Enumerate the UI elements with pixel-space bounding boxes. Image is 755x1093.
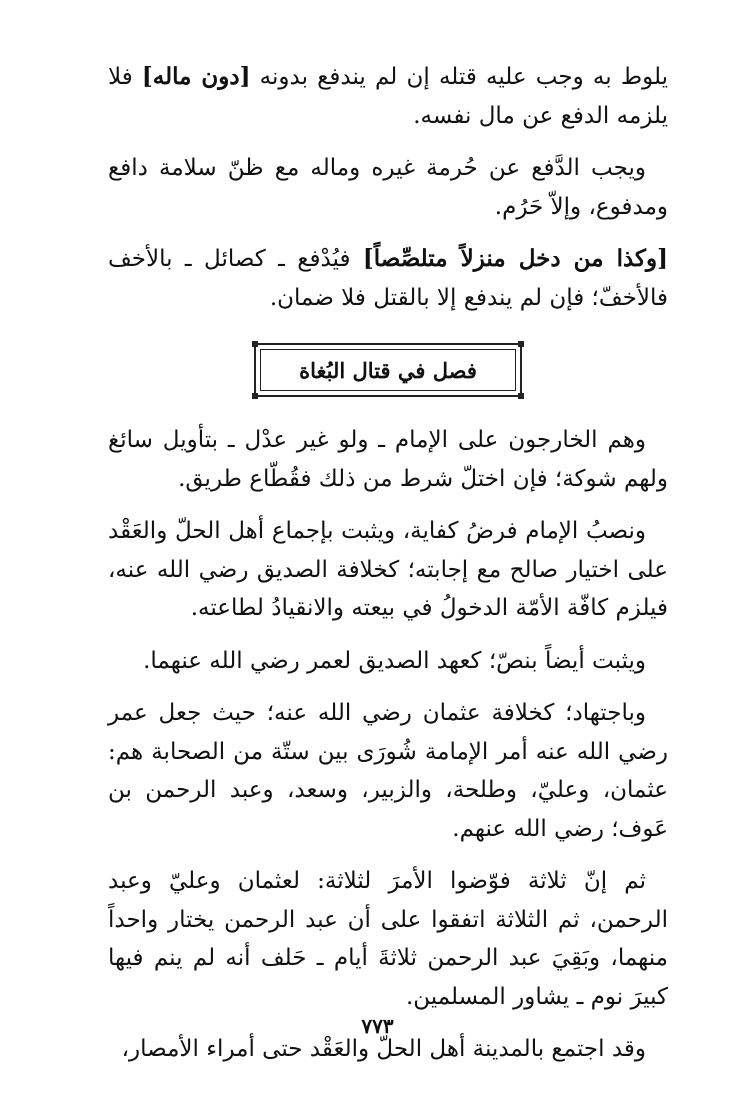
- paragraph-3-text-b: فيُدْفع ـ كصائل ـ بالأخف فالأخفّ؛ فإن لم يندفع إلا بالقتل فلا ضمان.: [108, 246, 668, 311]
- paragraph-1-bold-text: [دون ماله]: [141, 63, 251, 90]
- paragraph-6: ويثبت أيضاً بنصّ؛ كعهد الصديق لعمر رضي الله عنهما.: [143, 647, 646, 674]
- paragraph-3-bold-text: [وكذا من دخل منزلاً متلصِّصاً]: [362, 245, 668, 272]
- section-title: فصل في قتال البُغاة: [299, 357, 477, 383]
- paragraph-4: وهم الخارجون على الإمام ـ ولو غير عدْل ـ بتأويل سائغ ولهم شوكة؛ فإن اختلّ شرط من ذلك فقُطّاع طريق.: [108, 427, 668, 492]
- paragraph-3: [108, 240, 668, 317]
- page-number: ٧٧٣: [361, 1014, 394, 1038]
- section-heading-box: [254, 343, 522, 397]
- paragraph-2: ويجب الدَّفع عن حُرمة غيره وماله مع ظنّ سلامة دافع ومدفوع، وإلاّ حَرُم.: [108, 155, 668, 220]
- frame-corner-ornament: [518, 393, 524, 399]
- paragraph-1: [108, 58, 668, 135]
- paragraph-5: ونصبُ الإمام فرضُ كفاية، ويثبت بإجماع أهل الحلّ والعَقْد على اختيار صالح مع إجابته؛ كخلافة الصديق رضي الله عنه، فيلزم كافّة الأمّة الدخولُ في بيعته والانقيادُ لطاعته.: [108, 518, 668, 621]
- paragraph-1-text-b: فلا يلزمه الدفع عن مال نفسه.: [108, 64, 668, 129]
- frame-corner-ornament: [252, 393, 258, 399]
- page-body: [108, 58, 668, 1083]
- paragraph-1-text-a: يلوط به وجب عليه قتله إن لم يندفع بدونه: [250, 64, 668, 90]
- frame-corner-ornament: [518, 341, 524, 347]
- frame-corner-ornament: [252, 341, 258, 347]
- section-heading-inner-frame: [260, 349, 516, 391]
- paragraph-8: ثم إنّ ثلاثة فوّضوا الأمرَ لثلاثة: لعثمان وعليّ وعبد الرحمن، ثم الثلاثة اتفقوا على أن عبد الرحمن يختار واحداً منهما، وبَقِيَ عبد الرحمن ثلاثةَ أيام ـ حَلف أنه لم ينم فيها كبيرَ نوم ـ يشاور المسلمين.: [108, 868, 668, 1010]
- paragraph-9: وقد اجتمع بالمدينة أهل الحلّ والعَقْد حتى أمراء الأمصار،: [121, 1036, 646, 1062]
- paragraph-7: وباجتهاد؛ كخلافة عثمان رضي الله عنه؛ حيث جعل عمر رضي الله عنه أمر الإمامة شُورَى بين ستّة من الصحابة هم: عثمان، وعليّ، وطلحة، والزبير، وسعد، وعبد الرحمن بن عَوف؛ رضي الله عنهم.: [108, 700, 668, 842]
